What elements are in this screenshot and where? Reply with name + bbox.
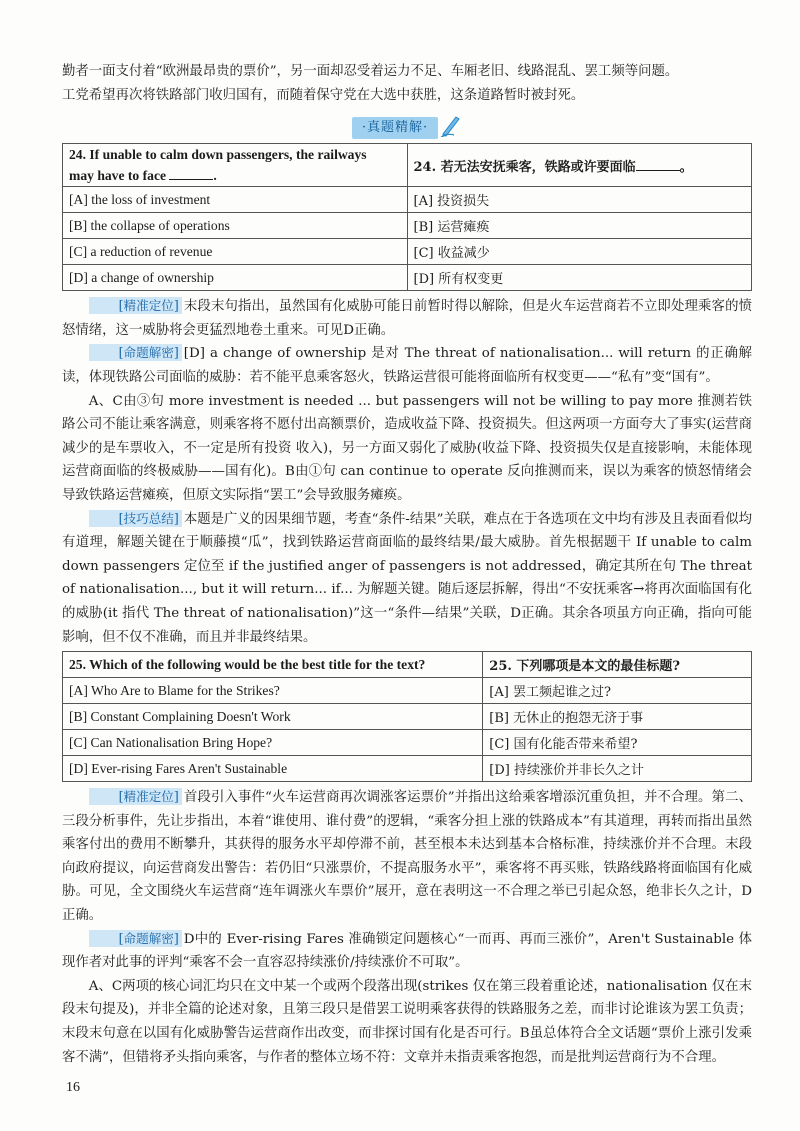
q25-analysis-decode: [命题解密] D中的 Ever-rising Fares 准确锁定问题核心“一而再、再而三涨价”，Aren't Sustainable 体现作者对此事的评判“乘客不会一直容忍持续涨价/持续涨价不可取”。 [62,930,752,971]
pen-icon [440,113,462,141]
intro-line-1: 勤者一面支付着“欧洲最昂贵的票价”，另一面却忍受着运力不足、车厢老旧、线路混乱、罢工频等问题。 [62,64,679,79]
q24-question-row [63,144,752,187]
q24-option-row [63,213,752,239]
q24-option-c-cn: [C] 收益减少 [407,239,752,265]
q25-option-a-cn: [A] 罢工频起谁之过? [483,678,752,704]
q24-en-question: 24. If unable to calm down passengers, the railways may have to face . [63,144,408,187]
q25-cn-question: 25. 下列哪项是本文的最佳标题? [483,652,752,678]
intro-line-2: 工党希望再次将铁路部门收归国有，而随着保守党在大选中获胜，这条道路暂时被封死。 [62,87,585,103]
q24-analysis-locate: [精准定位] 末段末句指出，虽然国有化威胁可能日前暂时得以解除，但是火车运营商若不立即处理乘客的愤怒情绪，这一威胁将会更猛烈地卷土重来。可见D正确。 [62,298,752,338]
q25-option-row [63,756,752,782]
q25-option-d-en: [D] Ever-rising Fares Aren't Sustainable [63,756,483,782]
q24-analysis-decode: [命题解密] [D] a change of ownership 是对 The threat of nationalisation... will return 的正确解读，体现铁路公司面临的威胁：若不能平息乘客怒火，铁路运营很可能将面临所有权变更——“私有”变“国有”。 [62,345,752,385]
page-number: 16 [66,1080,80,1095]
q24-cn-question: 24. 若无法安抚乘客，铁路或许要面临 。 [407,144,752,187]
section-banner-wrap [62,113,752,139]
q25-option-d-cn: [D] 持续涨价并非长久之计 [483,756,752,782]
q24-option-c-en: [C] a reduction of revenue [63,239,408,265]
q24-analysis-technique: [技巧总结] 本题是广义的因果细节题，考查“条件-结果”关联，难点在于各选项在文中均有涉及且表面看似均有道理，解题关键在于顺藤摸“瓜”，找到铁路运营商面临的最终结果/最大威胁。首先根据题干 If unable to calm down passengers 定位至 if the justified anger of passengers is not addressed，确定其所在句 The threat of nationalisation..., but it will return... if... 为解题关键。随后逐层拆解，得出“不安抚乘客→将再次面临国有化的威胁(it 指代 The threat of nationalisation)”这一“条件—结果”关联，D正确。其余各项虽方向正确，指向可能影响，但不仅不准确，而且并非最终结果。 [62,510,752,645]
q25-option-row [63,704,752,730]
q24-option-a-en: [A] the loss of investment [63,187,408,213]
q25-question-row [63,652,752,678]
q25-option-row [63,678,752,704]
q25-option-a-en: [A] Who Are to Blame for the Strikes? [63,678,483,704]
q24-table [62,143,752,291]
q24-option-b-cn: [B] 运营瘫痪 [407,213,752,239]
q24-option-row [63,265,752,291]
q25-option-b-en: [B] Constant Complaining Doesn't Work [63,704,483,730]
q25-option-c-cn: [C] 国有化能否带来希望? [483,730,752,756]
q25-table [62,651,752,782]
section-banner: ·真题精解· [352,117,438,139]
q25-option-row [63,730,752,756]
document-page [62,60,752,1069]
q25-en-question: 25. Which of the following would be the best title for the text? [63,652,483,678]
q25-analysis-locate: [精准定位] 首段引入事件“火车运营商再次调涨客运票价”并指出这给乘客增添沉重负担，并不合理。第二、三段分析事件，先让步指出，本着“谁使用、谁付费”的逻辑，“乘客分担上涨的铁路成本”有其道理，再转而指出虽然乘客付出的费用不断攀升，其获得的服务水平却停滞不前，甚至根本未达到基本合格标准，持续涨价并不合理。末段向政府提议，向运营商发出警告：若仍旧“只涨票价，不提高服务水平”，乘客将不再买账，铁路线路将面临国有化威胁。可见，全文围绕火车运营商“连年调涨火车票价”展开，意在表明这一不合理之举已引起众怒，绝非长久之计，D正确。 [62,789,752,924]
q24-option-a-cn: [A] 投资损失 [407,187,752,213]
q25-analysis-distractors: A、C两项的核心词汇均只在文中某一个或两个段落出现(strikes 仅在第三段着重论述，nationalisation 仅在末段末句提及)，并非全篇的论述对象，且第三段只是借罢工说明乘客获得的铁路服务之差，而非讨论谁该为罢工负责；末段末句意在以国有化威胁警告运营商作出改变，而非探讨国有化是否可行。B虽总体符合全文话题“票价上涨引发乘客不满”，但错将矛头指向乘客，与作者的整体立场不符：文章并未指责乘客抱怨，而是批判运营商行为不合理。 [62,978,752,1065]
q24-option-d-en: [D] a change of ownership [63,265,408,291]
q25-option-c-en: [C] Can Nationalisation Bring Hope? [63,730,483,756]
q24-analysis-distractors: A、C由③句 more investment is needed ... but passengers will not be willing to pay more 推测若铁路公司不能让乘客满意，则乘客将不愿付出高额票价，造成收益下降、投资损失。但这两项一方面夸大了事实(运营商减少的是车票收入，不一定是所有投资 收入)，另一方面又弱化了威胁(收益下降、投资损失仅是直接影响，未能体现运营商面临的终极威胁——国有化)。B由①句 can continue to operate 反向推测而来，误以为乘客的愤怒情绪会导致铁路运营瘫痪，但原文实际指“罢工”会导致服务瘫痪。 [62,393,752,503]
q24-option-row [63,239,752,265]
q25-option-b-cn: [B] 无休止的抱怨无济于事 [483,704,752,730]
q24-option-row [63,187,752,213]
q24-option-d-cn: [D] 所有权变更 [407,265,752,291]
q24-option-b-en: [B] the collapse of operations [63,213,408,239]
